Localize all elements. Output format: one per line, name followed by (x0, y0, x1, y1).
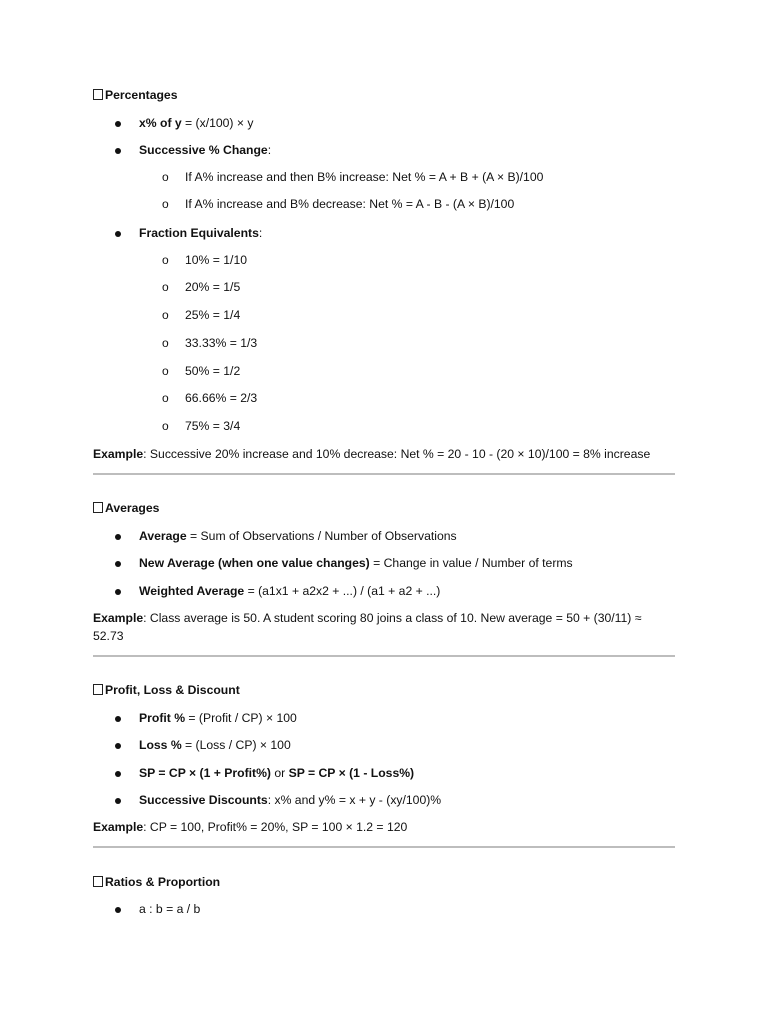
fraction-item: 66.66% = 2/3 (185, 391, 258, 405)
bullet-icon (115, 148, 121, 154)
list-item: Average = Sum of Observations / Number of Observations (139, 529, 457, 543)
horizontal-rule (93, 473, 675, 475)
list-item: SP = CP × (1 + Profit%) or SP = CP × (1 - Loss%) (139, 766, 415, 780)
section-heading-percentages: Percentages (93, 88, 178, 103)
list-item: Fraction Equivalents: (139, 226, 263, 240)
example-paragraph: Example: Class average is 50. A student scoring 80 joins a class of 10. New average = 50 + (30/11) ≈ 52.73 (93, 611, 642, 643)
bullet-icon (115, 534, 121, 540)
sub-list-item: If A% increase and then B% increase: Net % = A + B + (A × B)/100 (185, 170, 544, 184)
bullet-icon (115, 771, 121, 777)
list-item: x% of y = (x/100) × y (139, 116, 254, 130)
bullet-icon (115, 589, 121, 595)
example-paragraph: Example: Successive 20% increase and 10% decrease: Net % = 20 - 10 - (20 × 10)/100 = 8% increase (93, 447, 651, 461)
fraction-item: 50% = 1/2 (185, 364, 241, 378)
section-heading-averages: Averages (93, 501, 159, 516)
list-item: New Average (when one value changes) = Change in value / Number of terms (139, 556, 573, 570)
fraction-item: 33.33% = 1/3 (185, 336, 258, 350)
list-item: Weighted Average = (a1x1 + a2x2 + ...) / (a1 + a2 + ...) (139, 584, 441, 598)
section-heading-ratios: Ratios & Proportion (93, 875, 220, 890)
bullet-icon (115, 561, 121, 567)
section-heading-profit-loss: Profit, Loss & Discount (93, 683, 240, 698)
bullet-icon (115, 716, 121, 722)
list-item: Profit % = (Profit / CP) × 100 (139, 711, 297, 725)
missing-glyph-icon (93, 502, 103, 513)
missing-glyph-icon (93, 89, 103, 100)
missing-glyph-icon (93, 684, 103, 695)
bullet-icon (115, 231, 121, 237)
horizontal-rule (93, 655, 675, 657)
fraction-item: 10% = 1/10 (185, 253, 248, 267)
bullet-icon (115, 121, 121, 127)
list-item: Successive % Change: (139, 143, 272, 157)
sub-bullet-icon: o (162, 197, 169, 211)
list-item: Successive Discounts: x% and y% = x + y - (xy/100)% (139, 793, 442, 807)
sub-list-item: If A% increase and B% decrease: Net % = A - B - (A × B)/100 (185, 197, 515, 211)
bullet-icon (115, 743, 121, 749)
sub-bullet-icon: o (162, 364, 169, 378)
sub-bullet-icon: o (162, 170, 169, 184)
bullet-icon (115, 798, 121, 804)
list-item: Loss % = (Loss / CP) × 100 (139, 738, 291, 752)
fraction-item: 75% = 3/4 (185, 419, 241, 433)
sub-bullet-icon: o (162, 280, 169, 294)
example-paragraph: Example: CP = 100, Profit% = 20%, SP = 100 × 1.2 = 120 (93, 820, 408, 834)
fraction-item: 20% = 1/5 (185, 280, 241, 294)
bullet-icon (115, 907, 121, 913)
sub-bullet-icon: o (162, 253, 169, 267)
fraction-item: 25% = 1/4 (185, 308, 241, 322)
sub-bullet-icon: o (162, 336, 169, 350)
sub-bullet-icon: o (162, 308, 169, 322)
horizontal-rule (93, 846, 675, 848)
sub-bullet-icon: o (162, 391, 169, 405)
missing-glyph-icon (93, 876, 103, 887)
sub-bullet-icon: o (162, 419, 169, 433)
list-item: a : b = a / b (139, 902, 201, 916)
